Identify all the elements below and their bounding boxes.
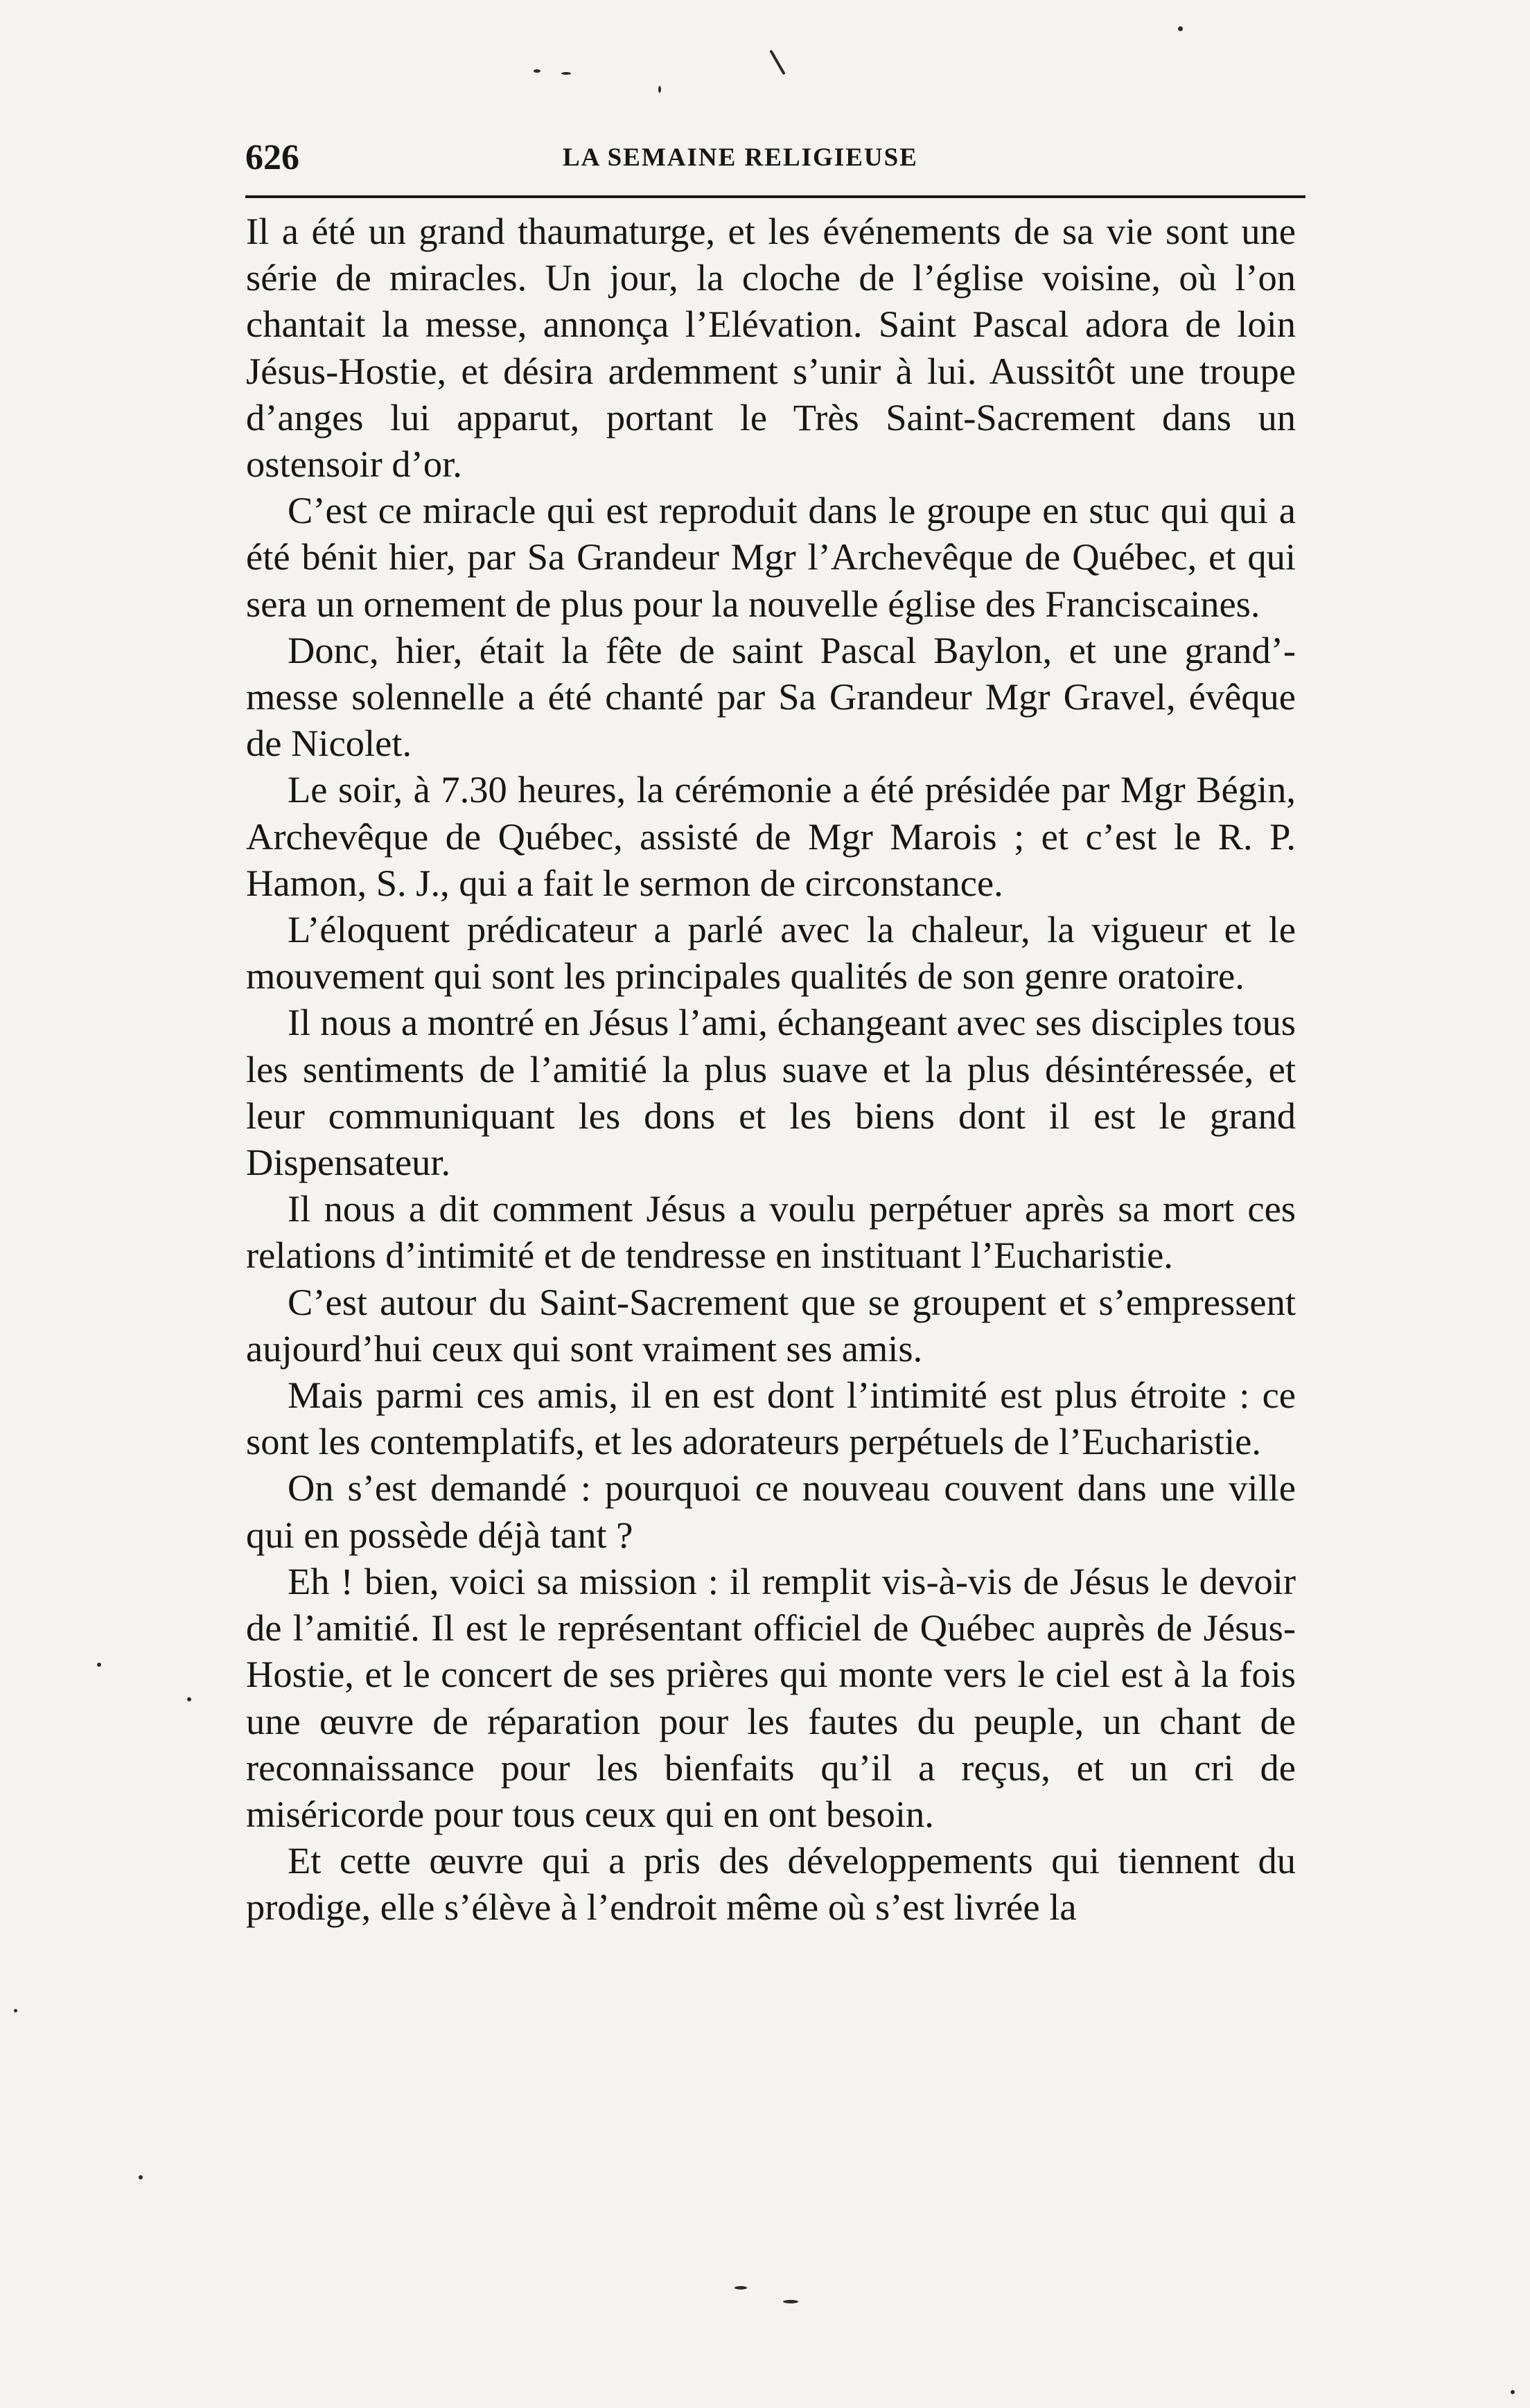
ink-speck <box>534 69 540 73</box>
paragraph: C’est autour du Saint-Sacrement que se groupent et s’empressent aujourd’hui ceux qui sont vraiment ses amis. <box>246 1280 1296 1370</box>
header-rule <box>245 195 1305 198</box>
paragraph: C’est ce miracle qui est reproduit dans le groupe en stuc qui qui a été bénit hier, par Sa Grandeur Mgr l’Archevêque de Québec, et qui sera un ornement de plus pour la nouvelle église des Franciscaines. <box>246 489 1296 625</box>
ink-speck <box>735 2286 747 2290</box>
paragraph: Et cette œuvre qui a pris des développements qui tiennent du prodige, elle s’élève à l’endroit même où s’est livrée la <box>246 1839 1296 1929</box>
page-number: 626 <box>245 138 299 177</box>
running-title: LA SEMAINE RELIGIEUSE <box>563 143 918 172</box>
ink-speck <box>1178 26 1183 31</box>
ink-speck <box>14 2009 17 2012</box>
paragraph: Donc, hier, était la fête de saint Pascal Baylon, et une grand’-messe solennelle a été chanté par Sa Grandeur Mgr Gravel, évêque de Nicolet. <box>246 628 1296 765</box>
paragraph: On s’est demandé : pourquoi ce nouveau couvent dans une ville qui en possède déjà tant ? <box>246 1467 1296 1556</box>
article-body <box>246 208 1296 1931</box>
ink-speck <box>187 1697 191 1701</box>
ink-speck <box>561 72 571 75</box>
paragraph: Il nous a montré en Jésus l’ami, échangeant avec ses disciples tous les sentiments de l’amitié la plus suave et la plus désintéressée, et leur communiquant les dons et les biens dont il est le grand Dispensateur. <box>246 1001 1296 1184</box>
paragraph: Mais parmi ces amis, il en est dont l’intimité est plus étroite : ce sont les contemplatifs, et les adorateurs perpétuels de l’Eucharistie. <box>246 1374 1296 1463</box>
ink-speck <box>658 86 661 93</box>
ink-speck <box>97 1663 101 1667</box>
page-header <box>245 137 1305 179</box>
ink-speck <box>769 50 785 76</box>
ink-speck <box>783 2300 798 2303</box>
paragraph: Il nous a dit comment Jésus a voulu perpétuer après sa mort ces relations d’intimité et de tendresse en instituant l’Eucharistie. <box>246 1187 1296 1277</box>
paragraph: Le soir, à 7.30 heures, la cérémonie a été présidée par Mgr Bégin, Archevêque de Québec, assisté de Mgr Marois ; et c’est le R. P. Hamon, S. J., qui a fait le sermon de circonstance. <box>246 768 1296 904</box>
ink-speck <box>139 2175 143 2179</box>
paragraph: L’éloquent prédicateur a parlé avec la chaleur, la vigueur et le mouvement qui sont les principales qualités de son genre oratoire. <box>246 908 1296 998</box>
ink-speck <box>1511 2390 1515 2394</box>
paragraph: Il a été un grand thaumaturge, et les événements de sa vie sont une série de miracles. Un jour, la cloche de l’église voisine, où l’on chantait la messe, annonça l’Elévation. Saint Pascal adora de loin Jésus-Hostie, et désira ardemment s’unir à lui. Aussitôt une troupe d’anges lui apparut, portant le Très Saint-Sacrement dans un ostensoir d’or. <box>246 210 1296 486</box>
paragraph: Eh ! bien, voici sa mission : il remplit vis-à-vis de Jésus le devoir de l’amitié. Il est le représentant officiel de Québec auprès de Jésus-Hostie, et le concert de ses prières qui monte vers le ciel est à la fois une œuvre de réparation pour les fautes du peuple, un chant de reconnaissance pour les bienfaits qu’il a reçus, et un cri de miséricorde pour tous ceux qui en ont besoin. <box>246 1559 1296 1835</box>
